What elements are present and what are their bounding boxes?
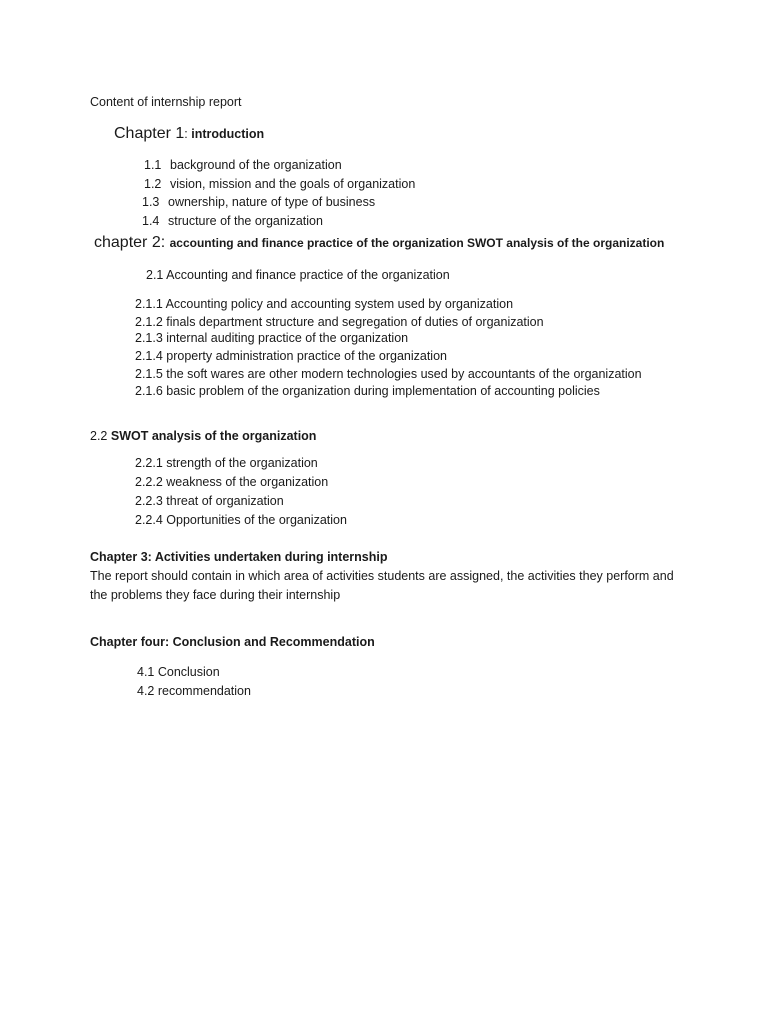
chapter-2-prefix: chapter 2: — [94, 234, 170, 251]
toc-item-1-1 — [144, 156, 342, 174]
chapter-1-sep: : — [184, 127, 192, 141]
toc-item-2-1-2: 2.1.2 finals department structure and segregation of duties of organization — [135, 315, 544, 329]
chapter-4-heading: Chapter four: Conclusion and Recommendation — [90, 635, 375, 649]
chapter-3-heading: Chapter 3: Activities undertaken during internship — [90, 550, 388, 564]
chapter-1-prefix: Chapter 1 — [114, 125, 185, 142]
toc-item-2-1-3: 2.1.3 internal auditing practice of the organization — [135, 331, 409, 345]
section-2-1: 2.1 Accounting and finance practice of the organization — [146, 268, 450, 282]
toc-item-4-2: 4.2 recommendation — [137, 684, 251, 698]
toc-item-1-4 — [142, 212, 323, 230]
toc-item-2-1-5: 2.1.5 the soft wares are other modern technologies used by accountants of the organization — [135, 367, 642, 381]
chapter-2-title: accounting and finance practice of the organization SWOT analysis of the organization — [169, 236, 665, 250]
toc-number: 1.4 — [142, 214, 160, 228]
section-2-2-number: 2.2 — [90, 429, 111, 443]
toc-item-2-1-1: 2.1.1 Accounting policy and accounting system used by organization — [135, 297, 514, 311]
toc-text: structure of the organization — [168, 214, 323, 228]
chapter-1-title: introduction — [191, 127, 265, 141]
toc-item-2-1-6: 2.1.6 basic problem of the organization during implementation of accounting policies — [135, 384, 600, 398]
section-2-2-title: SWOT analysis of the organization — [110, 429, 317, 443]
toc-number: 1.2 — [144, 177, 162, 191]
chapter-3-body: The report should contain in which area of activities students are assigned, the activities they perform and the problems they face during their internship — [90, 569, 674, 602]
chapter-2-heading — [94, 234, 664, 252]
toc-item-2-1-4: 2.1.4 property administration practice of the organization — [135, 349, 447, 363]
toc-text: ownership, nature of type of business — [168, 195, 376, 209]
toc-text: background of the organization — [170, 158, 342, 172]
toc-item-2-2-2: 2.2.2 weakness of the organization — [135, 475, 329, 489]
section-2-2-heading — [90, 427, 316, 445]
toc-item-4-1: 4.1 Conclusion — [137, 665, 220, 679]
toc-number: 1.1 — [144, 158, 162, 172]
toc-item-2-2-1: 2.2.1 strength of the organization — [135, 456, 318, 470]
toc-item-2-2-4: 2.2.4 Opportunities of the organization — [135, 513, 347, 527]
toc-item-1-2 — [144, 175, 415, 193]
toc-item-2-2-3: 2.2.3 threat of organization — [135, 494, 284, 508]
toc-text: vision, mission and the goals of organization — [170, 177, 416, 191]
toc-item-1-3 — [142, 193, 375, 211]
toc-number: 1.3 — [142, 195, 160, 209]
chapter-1-heading — [114, 125, 264, 143]
document-title: Content of internship report — [90, 95, 242, 109]
